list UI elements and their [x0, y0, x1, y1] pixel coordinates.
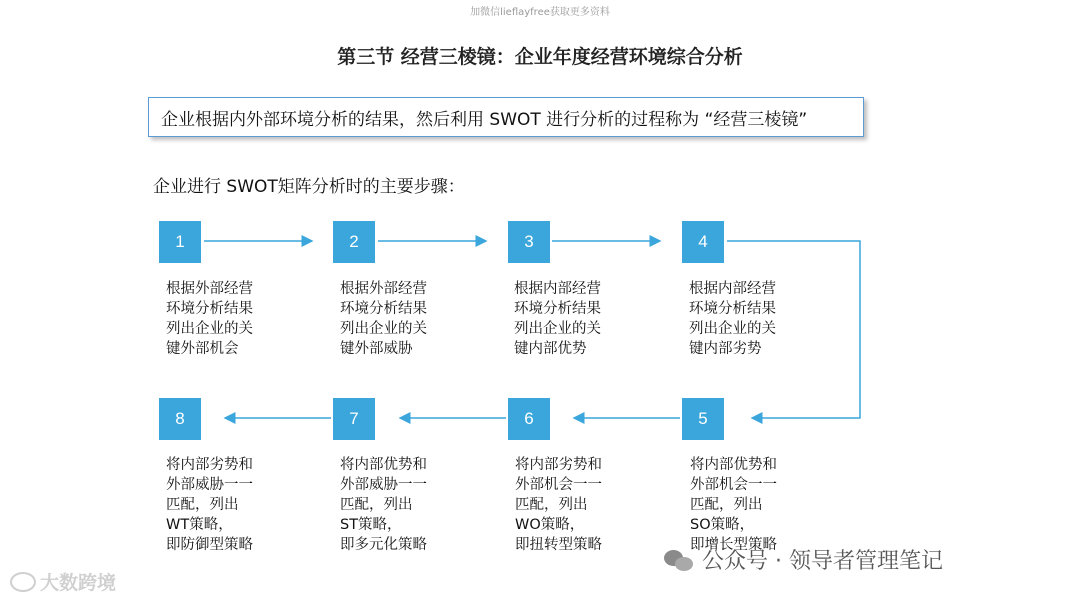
- steps-heading: 企业进行 SWOT矩阵分析时的主要步骤：: [153, 177, 465, 197]
- definition-text: 企业根据内外部环境分析的结果，然后利用 SWOT 进行分析的过程称为 “经营三棱镜”: [161, 109, 808, 130]
- page-title: 第三节 经营三棱镜：企业年度经营环境综合分析: [337, 46, 743, 68]
- step-3-text: 根据内部经营 环境分析结果 列出企业的关 键内部优势: [514, 281, 601, 357]
- step-8-box: 8: [159, 398, 201, 440]
- step-3-box: 3: [508, 221, 550, 263]
- step-2-box: 2: [333, 221, 375, 263]
- step-6-box: 6: [508, 398, 550, 440]
- wechat-icon: [664, 548, 694, 572]
- bottom-right-watermark: [664, 544, 943, 575]
- step-4-text: 根据内部经营 环境分析结果 列出企业的关 键内部劣势: [689, 281, 776, 357]
- step-6-text: 将内部劣势和 外部机会一一 匹配，列出 WO策略， 即扭转型策略: [515, 457, 602, 553]
- bottom-left-watermark: [10, 568, 116, 595]
- step-8-text: 将内部劣势和 外部威胁一一 匹配，列出 WT策略， 即防御型策略: [166, 457, 253, 553]
- step-1-text: 根据外部经营 环境分析结果 列出企业的关 键外部机会: [166, 281, 253, 357]
- step-2-text: 根据外部经营 环境分析结果 列出企业的关 键外部威胁: [340, 281, 427, 357]
- brand-logo-icon: [10, 572, 36, 592]
- top-watermark: 加微信lieflayfree获取更多资料: [470, 7, 610, 18]
- bottom-left-watermark-text: 大数跨境: [40, 572, 117, 594]
- step-4-box: 4: [682, 221, 724, 263]
- step-5-box: 5: [682, 398, 724, 440]
- step-7-text: 将内部优势和 外部威胁一一 匹配，列出 ST策略， 即多元化策略: [340, 457, 427, 553]
- bottom-right-watermark-text: 公众号 · 领导者管理笔记: [702, 549, 943, 574]
- step-7-box: 7: [333, 398, 375, 440]
- step-1-box: 1: [159, 221, 201, 263]
- step-5-text: 将内部优势和 外部机会一一 匹配，列出 SO策略， 即增长型策略: [690, 457, 777, 553]
